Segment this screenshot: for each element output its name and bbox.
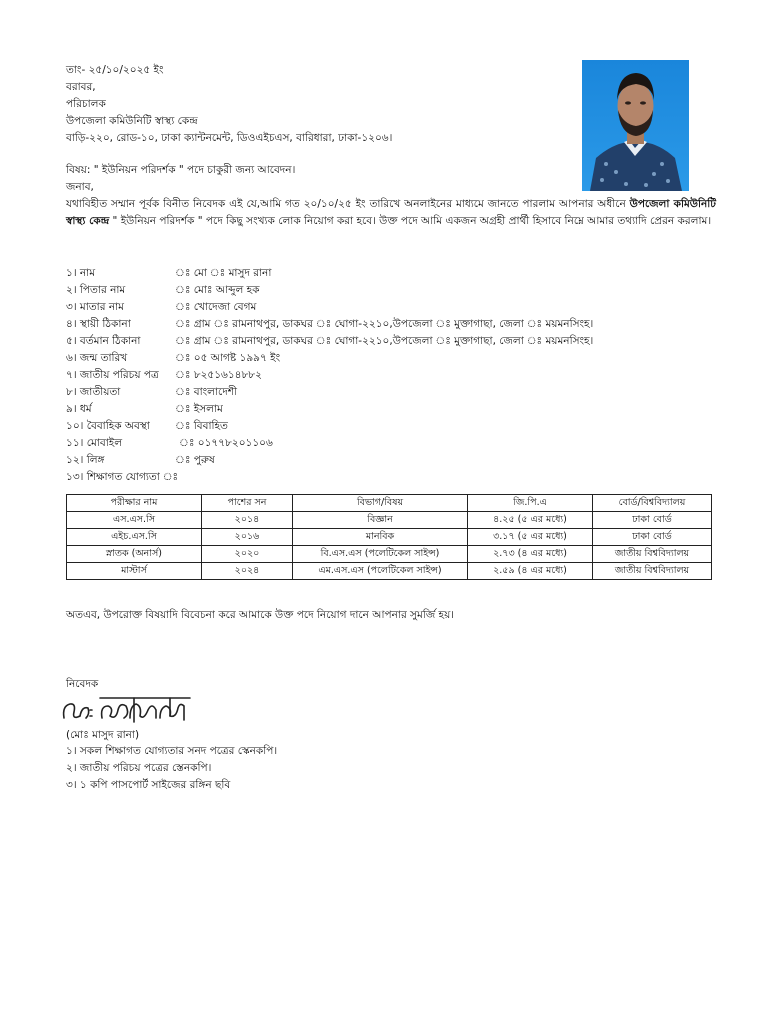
table-cell: ২.৭৩ (৪ এর মধ্যে) <box>468 546 593 563</box>
info-label-mobile: ১১। মোবাইল <box>66 437 123 449</box>
table-cell: মানবিক <box>293 529 468 546</box>
info-value-marital-status: ঃ বিবাহিত <box>175 420 228 432</box>
info-value-present-address: ঃ গ্রাম ঃ রামনাথপুর, ডাকঘর ঃ ঘোগা-২২১০,উপজেলা ঃ মুক্তাগাছা, জেলা ঃ ময়মনসিংহ। <box>175 335 594 347</box>
info-label-nationality: ৮। জাতীয়তা <box>66 386 121 398</box>
col-header-exam: পরীক্ষার নাম <box>67 495 202 512</box>
info-label-education: ১৩। শিক্ষাগত যোগ্যতা ঃ <box>66 471 179 483</box>
info-value-nationality: ঃ বাংলাদেশী <box>175 386 237 398</box>
table-cell: ৪.২৫ (৫ এর মধ্যে) <box>468 512 593 529</box>
table-cell: স্নাতক (অনার্স) <box>67 546 202 563</box>
organization-address: বাড়ি-২২০, রোড-১০, ঢাকা ক্যান্টনমেন্ট, ডিওএইচএস, বারিধারা, ঢাকা-১২০৬। <box>66 132 393 144</box>
to-line: বরাবর, <box>66 81 96 93</box>
info-value-birth-date: ঃ ০৫ আগষ্ট ১৯৯৭ ইং <box>175 352 281 364</box>
table-cell: বিজ্ঞান <box>293 512 468 529</box>
info-value-mobile: ঃ ০১৭৭৮২০১১০৬ <box>179 437 273 449</box>
col-header-subject: বিভাগ/বিষয় <box>293 495 468 512</box>
info-label-father: ২। পিতার নাম <box>66 284 126 296</box>
table-cell: মাস্টার্স <box>67 563 202 580</box>
table-cell: ঢাকা বোর্ড <box>593 512 712 529</box>
attachment-item: ৩। ১ কপি পাসপোর্ট সাইজের রঙ্গিন ছবি <box>66 779 231 791</box>
table-cell: ২০২০ <box>202 546 293 563</box>
info-label-birth-date: ৬। জন্ম তারিখ <box>66 352 128 364</box>
table-cell: এইচ.এস.সি <box>67 529 202 546</box>
info-label-present-address: ৫। বর্তমান ঠিকানা <box>66 335 141 347</box>
info-label-permanent-address: ৪। স্থায়ী ঠিকানা <box>66 318 131 330</box>
info-label-mother: ৩। মাতার নাম <box>66 301 124 313</box>
table-cell: ঢাকা বোর্ড <box>593 529 712 546</box>
recipient-title: পরিচালক <box>66 98 106 110</box>
body-text-part1: যথাবিহীত সম্মান পূর্বক বিনীত নিবেদক এই যে,আমি গত ২০/১০/২৫ ইং তারিখে অনলাইনের মাধ্যমে জানতে পারলাম আপনার অধীনে <box>66 198 630 210</box>
letter-date: তাং- ২৫/১০/২০২৫ ইং <box>66 64 164 76</box>
col-header-gpa: জি.পি.এ <box>468 495 593 512</box>
table-cell: এম.এস.এস (পলেটিকেল সাইন্স) <box>293 563 468 580</box>
info-label-religion: ৯। ধর্ম <box>66 403 92 415</box>
info-value-nid: ঃ ৮২৫১৬১৪৮৮২ <box>175 369 262 381</box>
body-text-part2: " ইউনিয়ন পরিদর্শক " পদে কিছু সংখ্যক লোক নিয়োগ করা হবে। উক্ত পদে আমি একজন অগ্রহী প্রার্থী হিসাবে নিম্নে আমার তথ্যাদি প্রেরন করলাম। <box>109 215 712 227</box>
info-value-father: ঃ মোঃ আব্দুল হক <box>175 284 260 296</box>
table-cell: জাতীয় বিশ্ববিদ্যালয় <box>593 563 712 580</box>
info-value-name: ঃ মো ঃ মাসুদ রানা <box>175 267 272 279</box>
info-value-mother: ঃ খোদেজা বেগম <box>175 301 257 313</box>
table-row <box>67 563 712 580</box>
info-value-religion: ঃ ইসলাম <box>175 403 223 415</box>
info-value-permanent-address: ঃ গ্রাম ঃ রামনাথপুর, ডাকঘর ঃ ঘোগা-২২১০,উপজেলা ঃ মুক্তাগাছা, জেলা ঃ ময়মনসিংহ। <box>175 318 594 330</box>
table-cell: ২০১৬ <box>202 529 293 546</box>
signature-label: নিবেদক <box>66 678 99 690</box>
closing-text: অতএব, উপরোক্ত বিষয়াদি বিবেচনা করে আমাকে উক্ত পদে নিয়োগ দানে আপনার সুমর্জি হয়। <box>66 609 455 621</box>
table-cell: ৩.১৭ (৫ এর মধ্যে) <box>468 529 593 546</box>
salutation: জনাব, <box>66 181 94 193</box>
table-cell: জাতীয় বিশ্ববিদ্যালয় <box>593 546 712 563</box>
table-cell: ২০২৪ <box>202 563 293 580</box>
letter-body <box>66 196 716 230</box>
education-table <box>66 494 712 580</box>
signatory-name: (মোঃ মাসুদ রানা) <box>66 729 140 741</box>
letter-subject: বিষয়: " ইউনিয়ন পরিদর্শক " পদে চাকুরী জন্য আবেদন। <box>66 164 296 176</box>
handwritten-signature <box>60 692 200 728</box>
info-label-gender: ১২। লিঙ্গ <box>66 454 105 466</box>
table-cell: ২০১৪ <box>202 512 293 529</box>
col-header-board: বোর্ড/বিশ্ববিদ্যালয় <box>593 495 712 512</box>
info-value-gender: ঃ পুরুষ <box>175 454 215 466</box>
col-header-year: পাশের সন <box>202 495 293 512</box>
table-cell: ২.৫৯ (৪ এর মধ্যে) <box>468 563 593 580</box>
attachment-item: ১। সকল শিক্ষাগত যোগ্যতার সনদ পত্রের স্কেনকপি। <box>66 745 278 757</box>
info-label-marital-status: ১০। বৈবাহিক অবস্থা <box>66 420 150 432</box>
applicant-photo <box>582 60 689 191</box>
table-cell: বি.এস.এস (পলেটিকেল সাইন্স) <box>293 546 468 563</box>
attachment-item: ২। জাতীয় পরিচয় পত্রের স্তেনকপি। <box>66 762 212 774</box>
info-label-name: ১। নাম <box>66 267 96 279</box>
table-row <box>67 512 712 529</box>
table-cell: এস.এস.সি <box>67 512 202 529</box>
table-row <box>67 546 712 563</box>
education-table-header <box>67 495 712 512</box>
table-row <box>67 529 712 546</box>
info-label-nid: ৭। জাতীয় পরিচয় পত্র <box>66 369 159 381</box>
organization-name: উপজেলা কমিউনিটি স্বাস্থ্য কেন্দ্র <box>66 115 198 127</box>
body-org-name: উপজেলা কমিউনিটি স্বাস্থ্য কেন্দ্র <box>66 198 716 227</box>
